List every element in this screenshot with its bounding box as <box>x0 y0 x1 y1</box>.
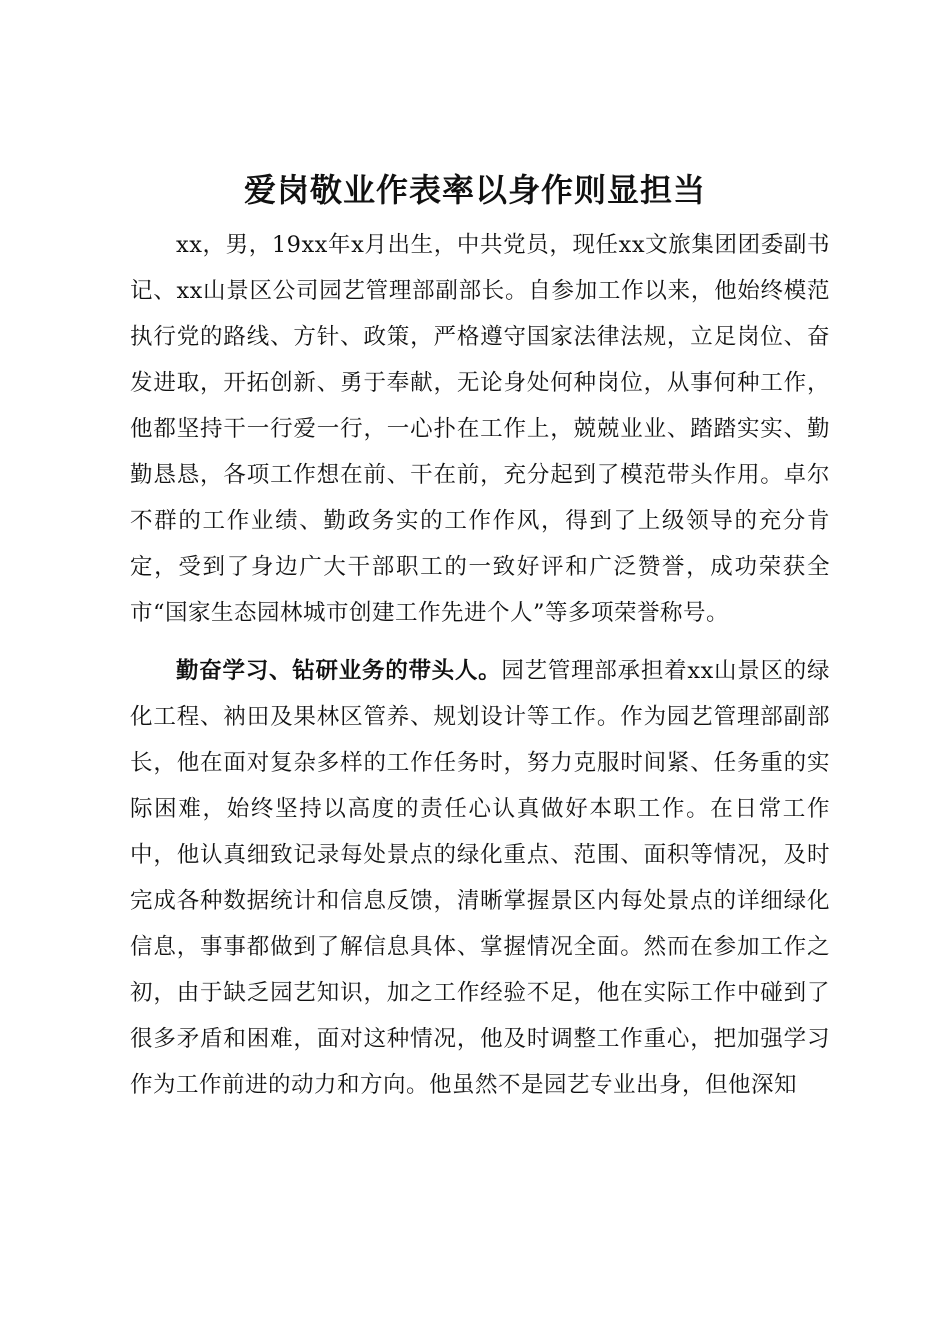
document-title: 爱岗敬业作表率以身作则显担当 <box>243 171 706 209</box>
document-body <box>130 222 830 1108</box>
paragraph-study-heading: 勤奋学习、钻研业务的带头人。 <box>176 658 502 684</box>
paragraph-intro <box>130 222 830 636</box>
paragraph-intro-text: xx，男，19xx年x月出生，中共党员，现任xx文旅集团团委副书记、xx山景区公司园艺管理部副部长。自参加工作以来，他始终模范执行党的路线、方针、政策，严格遵守国家法律法规，立足岗位、奋发进取，开拓创新、勇于奉献，无论身处何种岗位，从事何种工作，他都坚持干一行爱一行，一心扑在工作上，兢兢业业、踏踏实实、勤勤恳恳，各项工作想在前、干在前，充分起到了模范带头作用。卓尔不群的工作业绩、勤政务实的工作作风，得到了上级领导的充分肯定，受到了身边广大干部职工的一致好评和广泛赞誉，成功荣获全市“国家生态园林城市创建工作先进个人”等多项荣誉称号。 <box>130 232 830 626</box>
paragraph-study-text: 园艺管理部承担着xx山景区的绿化工程、衲田及果林区管养、规划设计等工作。作为园艺管理部副部长，他在面对复杂多样的工作任务时，努力克服时间紧、任务重的实际困难，始终坚持以高度的责任心认真做好本职工作。在日常工作中，他认真细致记录每处景点的绿化重点、范围、面积等情况，及时完成各种数据统计和信息反馈，清晰掌握景区内每处景点的详细绿化信息，事事都做到了解信息具体、掌握情况全面。然而在参加工作之初，由于缺乏园艺知识，加之工作经验不足，他在实际工作中碰到了很多矛盾和困难，面对这种情况，他及时调整工作重心，把加强学习作为工作前进的动力和方向。他虽然不是园艺专业出身，但他深知 <box>130 658 830 1098</box>
paragraph-study <box>130 648 830 1108</box>
